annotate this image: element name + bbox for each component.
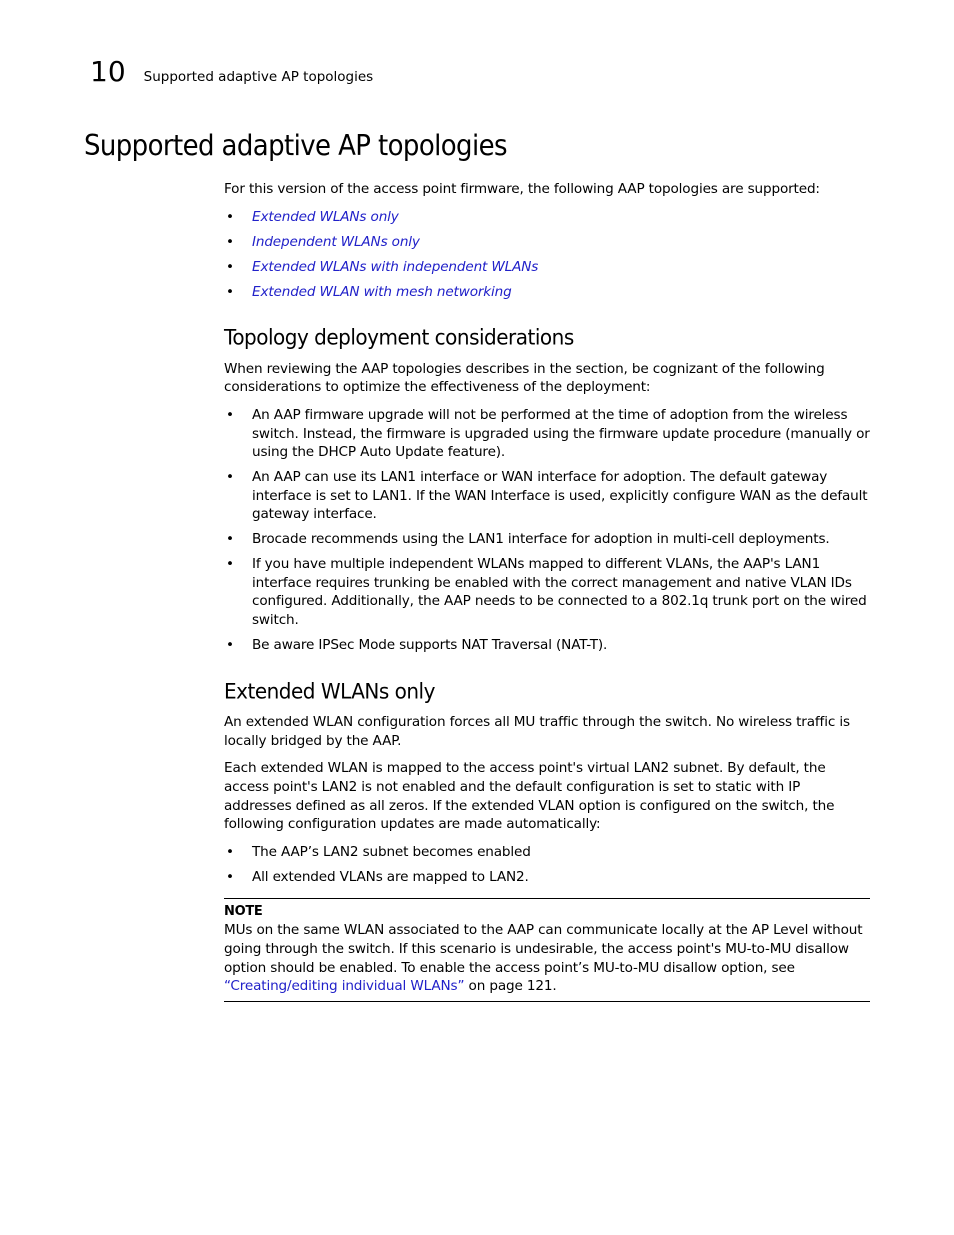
bullet-icon: • [226, 843, 234, 860]
chapter-number: 10 [90, 55, 126, 88]
list-item [224, 208, 870, 227]
bullet-icon: • [226, 233, 234, 250]
bullet-icon: • [226, 868, 234, 885]
list-item [224, 555, 870, 629]
bullet-icon: • [226, 406, 234, 423]
list-item [224, 406, 870, 462]
bullet-icon: • [226, 556, 234, 573]
section-heading-extended: Extended WLANs only [224, 677, 435, 704]
intro-paragraph: For this version of the access point firmware, the following AAP topologies are supported: [224, 181, 820, 197]
link-extended-with-mesh[interactable]: Extended WLAN with mesh networking [252, 283, 512, 300]
note-label: NOTE [224, 904, 263, 920]
list-item-text: If you have multiple independent WLANs mapped to different VLANs, the AAP's LAN1 interface requires trunking be enabled with the correct management and native VLAN IDs configured. Additionally, the AAP needs to be connected to a 802.1q trunk port on the wired switch. [252, 556, 867, 629]
list-item [224, 233, 870, 252]
extended-paragraph-1: An extended WLAN configuration forces all MU traffic through the switch. No wireless traffic is locally bridged by the AAP. [224, 714, 850, 749]
note-box [224, 898, 870, 1001]
topology-intro-paragraph: When reviewing the AAP topologies describes in the section, be cognizant of the following considerations to optimize the effectiveness of the deployment: [224, 360, 825, 396]
chapter-title: Supported adaptive AP topologies [143, 69, 374, 85]
section-heading-topology: Topology deployment considerations [224, 323, 574, 350]
note-text-before: MUs on the same WLAN associated to the AAP can communicate locally at the AP Level without going through the switch. If this scenario is undesirable, the access point's MU-to-MU disallow option should be enabled. To enable the access point’s MU-to-MU disallow option, see [224, 922, 863, 976]
list-item-text: The AAP’s LAN2 subnet becomes enabled [252, 843, 531, 860]
list-item [224, 636, 870, 655]
list-item [224, 258, 870, 277]
main-content [224, 180, 870, 1002]
list-item [224, 530, 870, 549]
note-text [224, 921, 870, 995]
bullet-icon: • [226, 469, 234, 486]
topology-link-list [224, 208, 870, 302]
note-text-after: on page 121. [464, 978, 557, 995]
topology-considerations-list [224, 406, 870, 655]
list-item-text: An AAP firmware upgrade will not be performed at the time of adoption from the wireless switch. Instead, the firmware is upgraded using the firmware update procedure (manually or using the DHCP Auto Update feature). [252, 406, 870, 461]
link-extended-wlans-only[interactable]: Extended WLANs only [252, 208, 399, 225]
list-item [224, 868, 870, 887]
list-item [224, 283, 870, 302]
list-item [224, 843, 870, 862]
link-extended-with-independent[interactable]: Extended WLANs with independent WLANs [252, 258, 539, 275]
extended-paragraph-2: Each extended WLAN is mapped to the access point's virtual LAN2 subnet. By default, the access point's LAN2 is not enabled and the default configuration is set to static with IP addresses defined as all zeros. If the extended VLAN option is configured on the switch, the following configuration updates are made automatically: [224, 760, 835, 833]
extended-updates-list [224, 843, 870, 887]
bullet-icon: • [226, 531, 234, 548]
bullet-icon: • [226, 637, 234, 654]
page-header [90, 56, 373, 88]
xref-link-creating-editing-wlans[interactable]: “Creating/editing individual WLANs” [224, 978, 465, 995]
list-item-text: Be aware IPSec Mode supports NAT Traversal (NAT-T). [252, 637, 608, 654]
link-independent-wlans-only[interactable]: Independent WLANs only [252, 233, 420, 250]
page-title: Supported adaptive AP topologies [84, 130, 507, 163]
bullet-icon: • [226, 208, 234, 225]
bullet-icon: • [226, 283, 234, 300]
list-item-text: All extended VLANs are mapped to LAN2. [252, 868, 529, 885]
list-item-text: Brocade recommends using the LAN1 interface for adoption in multi-cell deployments. [252, 531, 830, 548]
list-item [224, 468, 870, 524]
bullet-icon: • [226, 258, 234, 275]
list-item-text: An AAP can use its LAN1 interface or WAN interface for adoption. The default gateway interface is set to LAN1. If the WAN Interface is used, explicitly configure WAN as the default gateway interface. [252, 469, 868, 523]
